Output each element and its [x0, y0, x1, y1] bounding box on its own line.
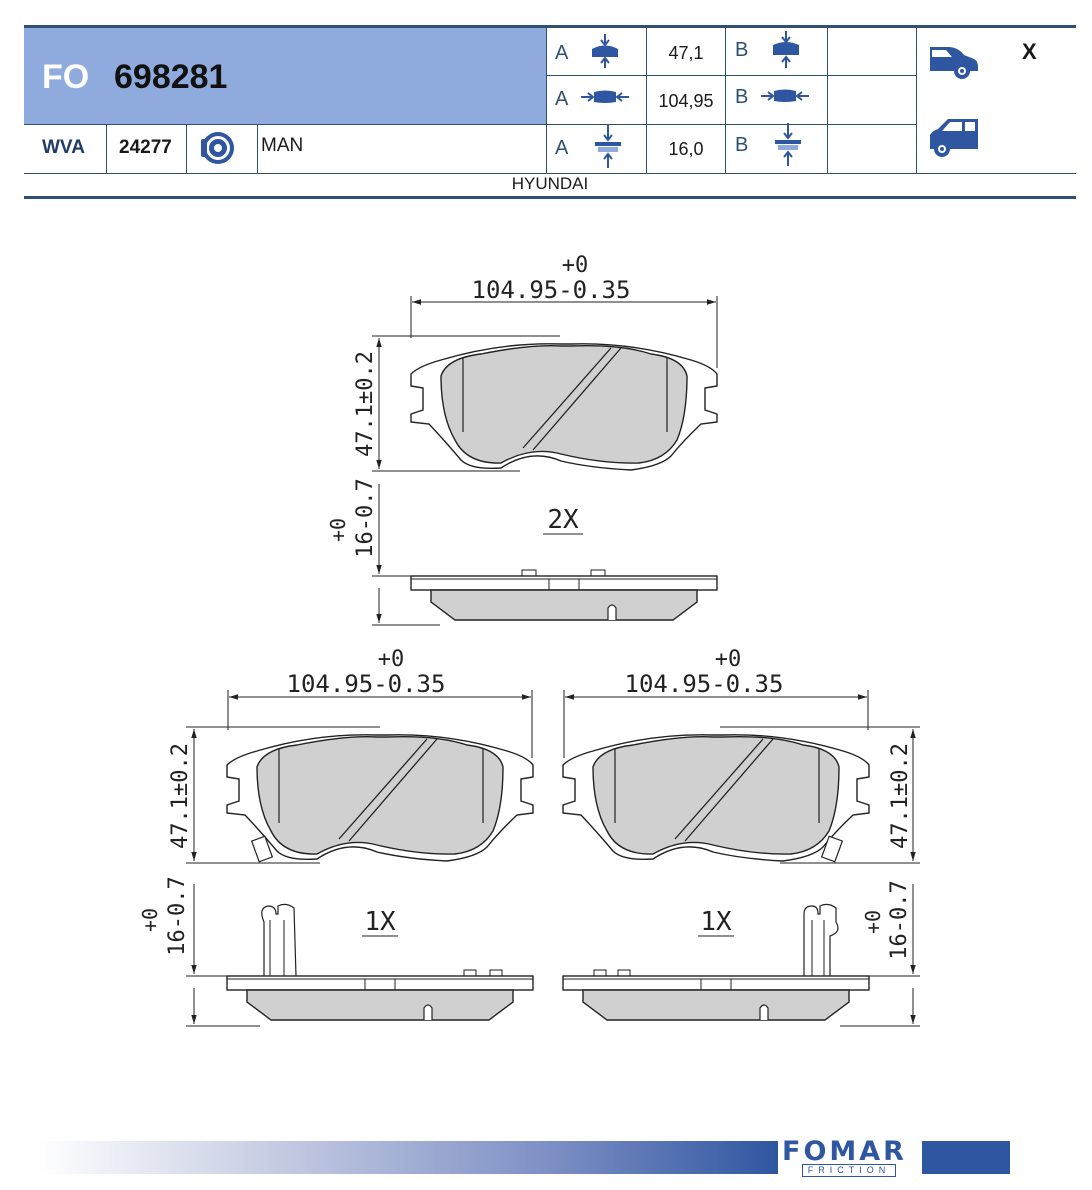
pad-height-icon [769, 31, 803, 74]
logo-subtext: FRICTION [802, 1164, 896, 1177]
product-header [24, 25, 1076, 200]
vehicle-brand: HYUNDAI [511, 174, 589, 193]
right-width-label: 104.95-0.35 [624, 670, 784, 698]
footer-blue-block [922, 1141, 1010, 1174]
logo-text: FOMAR [782, 1136, 907, 1167]
brake-disc-icon [198, 129, 238, 172]
pad-width-icon [760, 86, 810, 111]
left-width-tolerance: +0 [377, 647, 405, 672]
dim-value-thickness: 16,0 [668, 139, 704, 159]
dim-b-label-2: B [735, 86, 749, 108]
dim-a-label-1: A [555, 42, 569, 64]
pad-width-icon [580, 87, 630, 112]
header-bottom-rule [24, 196, 1076, 199]
top-height-label: 47.1±0.2 [353, 351, 378, 457]
top-thickness-tolerance: +0 [326, 517, 350, 543]
wva-number: 24277 [119, 137, 172, 158]
top-quantity: 2X [547, 505, 579, 535]
left-height-label: 47.1±0.2 [168, 743, 193, 849]
axle-mark: X [1022, 39, 1037, 64]
dim-b-label-1: B [735, 39, 749, 61]
top-thickness-label: 16-0.7 [353, 478, 378, 558]
car-rear-icon [928, 37, 980, 86]
product-code: 698281 [114, 58, 228, 96]
right-quantity: 1X [700, 907, 732, 937]
right-thickness-label: 16-0.7 [887, 880, 912, 960]
right-width-tolerance: +0 [714, 647, 742, 672]
dim-a-label-3: A [555, 137, 569, 159]
left-thickness-tolerance: +0 [138, 907, 162, 933]
top-width-tolerance: +0 [561, 253, 589, 278]
left-thickness-label: 16-0.7 [165, 876, 190, 956]
dim-b-label-3: B [735, 134, 749, 156]
pad-thickness-icon [774, 123, 802, 172]
footer-gradient-bar [38, 1141, 778, 1174]
dim-a-label-2: A [555, 88, 569, 110]
right-height-label: 47.1±0.2 [888, 743, 913, 849]
pad-thickness-icon [594, 125, 622, 174]
dim-value-height: 47,1 [668, 43, 704, 63]
manufacturer-code: MAN [261, 135, 304, 156]
top-width-label: 104.95-0.35 [471, 276, 631, 304]
fomar-logo [782, 1136, 914, 1180]
technical-drawing [0, 200, 1092, 1100]
car-front-icon [928, 113, 980, 164]
pad-height-icon [588, 33, 622, 74]
left-quantity: 1X [364, 907, 396, 937]
left-width-label: 104.95-0.35 [286, 670, 446, 698]
title-band [24, 28, 546, 124]
right-thickness-tolerance: +0 [861, 909, 885, 935]
product-prefix: FO [42, 58, 90, 96]
dim-value-width: 104,95 [658, 91, 714, 111]
wva-label: WVA [42, 137, 85, 158]
